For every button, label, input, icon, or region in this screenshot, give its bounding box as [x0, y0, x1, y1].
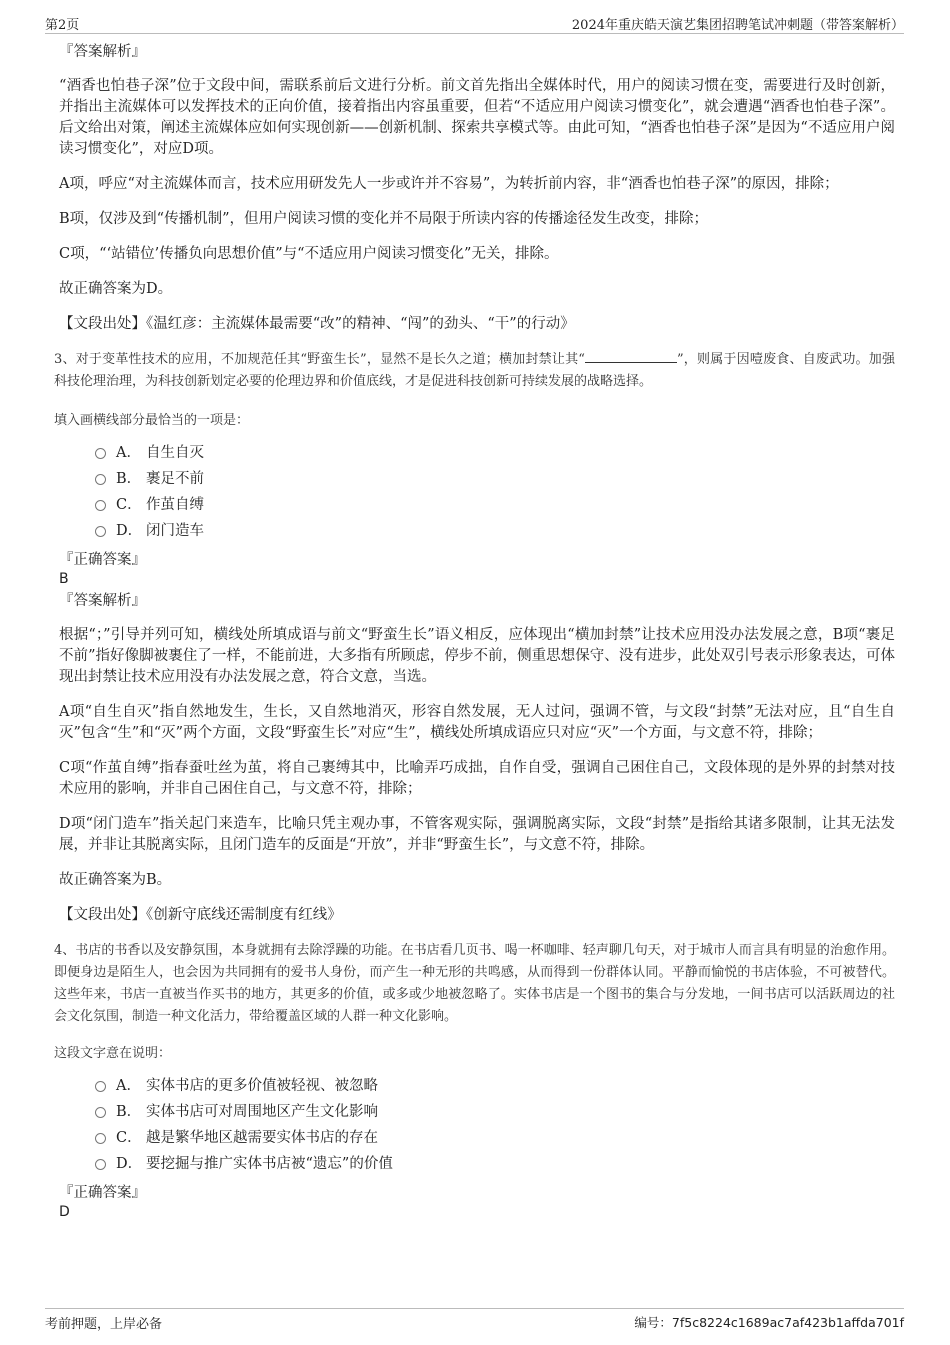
option-c[interactable]: C． 越是繁华地区越需要实体书店的存在: [95, 1125, 895, 1151]
option-d[interactable]: D． 要挖掘与推广实体书店被“遗忘”的价值: [95, 1151, 895, 1177]
analysis-paragraph: C项“作茧自缚”指春蚕吐丝为茧，将自己裹缚其中，比喻弄巧成拙，自作自受，强调自己困住自己，文段体现的是外界的封禁对技术应用的影响，并非自己困住自己，与文意不符，排除；: [59, 760, 895, 797]
analysis-paragraph: D项“闭门造车”指关起门来造车，比喻只凭主观办事，不管客观实际，强调脱离实际，文段“封禁”是指给其诸多限制，让其无法发展，并非让其脱离实际，且闭门造车的反面是“开放”，并非“野蛮生长”，与文意不符，排除。: [59, 816, 895, 853]
option-a[interactable]: A． 实体书店的更多价值被轻视、被忽略: [95, 1073, 895, 1099]
question-3-prompt: 填入画横线部分最恰当的一项是：: [54, 413, 250, 428]
analysis-conclusion: 故正确答案为B。: [59, 872, 172, 888]
radio-icon[interactable]: [95, 1159, 106, 1170]
correct-answer: D: [59, 1204, 70, 1220]
question-4-options: [95, 1073, 895, 1177]
radio-icon[interactable]: [95, 448, 106, 459]
footer-slogan: 考前押题，上岸必备: [45, 1317, 163, 1332]
correct-answer-label: 『正确答案』: [59, 1185, 146, 1201]
option-b[interactable]: B． 裹足不前: [95, 466, 895, 492]
radio-icon[interactable]: [95, 1081, 106, 1092]
radio-icon[interactable]: [95, 1133, 106, 1144]
option-c[interactable]: C． 作茧自缚: [95, 492, 895, 518]
radio-icon[interactable]: [95, 500, 106, 511]
page-number: 第2页: [45, 18, 80, 33]
footer-divider: [45, 1308, 904, 1309]
radio-icon[interactable]: [95, 474, 106, 485]
radio-icon[interactable]: [95, 526, 106, 537]
option-d[interactable]: D． 闭门造车: [95, 518, 895, 544]
page-header: [45, 14, 904, 34]
fill-blank: [585, 350, 677, 363]
option-a[interactable]: A． 自生自灭: [95, 440, 895, 466]
question-4-prompt: 这段文字意在说明：: [54, 1046, 172, 1061]
document-title: 2024年重庆皓天演艺集团招聘笔试冲刺题（带答案解析）: [571, 18, 904, 33]
document-body: [54, 42, 895, 1221]
analysis-paragraph: A项，呼应“对主流媒体而言，技术应用研发先人一步或许并不容易”，为转折前内容，非“酒香也怕巷子深”的原因，排除；: [59, 176, 839, 192]
source-citation: 【文段出处】《温红彦：主流媒体最需要“改”的精神、“闯”的劲头、“干”的行动》: [59, 316, 575, 332]
question-3-options: [95, 440, 895, 544]
analysis-label: 『答案解析』: [59, 44, 146, 60]
header-divider: [45, 33, 904, 34]
option-b[interactable]: B． 实体书店可对周围地区产生文化影响: [95, 1099, 895, 1125]
correct-answer-label: 『正确答案』: [59, 552, 146, 568]
analysis-paragraph: “酒香也怕巷子深”位于文段中间，需联系前后文进行分析。前文首先指出全媒体时代，用户的阅读习惯在变，需要进行及时创新，并指出主流媒体可以发挥技术的正向价值，接着指出内容虽重要，但若“不适应用户阅读习惯变化”，就会遭遇“酒香也怕巷子深”。后文给出对策，阐述主流媒体应如何实现创新——创新机制、探索共享模式等。由此可知，“酒香也怕巷子深”是因为“不适应用户阅读习惯变化”，对应D项。: [59, 78, 895, 157]
radio-icon[interactable]: [95, 1107, 106, 1118]
analysis-paragraph: A项“自生自灭”指自然地发生，生长，又自然地消灭，形容自然发展，无人过问，强调不管，与文段“封禁”无法对应，且“自生自灭”包含“生”和“灭”两个方面，文段“野蛮生长”对应“生”，横线处所填成语应只对应“灭”一个方面，与文意不符，排除；: [59, 704, 895, 741]
page-footer: [45, 1313, 904, 1333]
source-citation: 【文段出处】《创新守底线还需制度有红线》: [59, 907, 342, 923]
analysis-paragraph: C项，“‘站错位’传播负向思想价值”与“不适应用户阅读习惯变化”无关，排除。: [59, 246, 559, 262]
question-3-stem: 3、对于变革性技术的应用，不加规范任其“野蛮生长”，显然不是长久之道；横加封禁让其“ ”，则属于因噎废食、自废武功。加强科技伦理治理，为科技创新划定必要的伦理边界和价值底线，才是促进科技创新可持续发展的战略选择。: [54, 352, 895, 389]
analysis-paragraph: B项，仅涉及到“传播机制”，但用户阅读习惯的变化并不局限于所读内容的传播途径发生改变，排除；: [59, 211, 708, 227]
analysis-conclusion: 故正确答案为D。: [59, 281, 173, 297]
question-4-stem: 4、书店的书香以及安静氛围，本身就拥有去除浮躁的功能。在书店看几页书、喝一杯咖啡、轻声聊几句天，对于城市人而言具有明显的治愈作用。即便身边是陌生人，也会因为共同拥有的爱书人身份，而产生一种无形的共鸣感，从而得到一份群体认同。平静而愉悦的书店体验，不可被替代。这些年来，书店一直被当作买书的地方，其更多的价值，或多或少地被忽略了。实体书店是一个图书的集合与分发地，一间书店可以活跃周边的社会文化氛围，制造一种文化活力，带给覆盖区域的人群一种文化影响。: [54, 943, 895, 1024]
document-id: 编号：7f5c8224c1689ac7af423b1affda701f: [634, 1315, 904, 1330]
analysis-label: 『答案解析』: [59, 593, 146, 609]
correct-answer: B: [59, 571, 69, 587]
analysis-paragraph: 根据“；”引导并列可知，横线处所填成语与前文“野蛮生长”语义相反，应体现出“横加封禁”让技术应用没办法发展之意，B项“裹足不前”指好像脚被裹住了一样，不能前进，大多指有所顾虑，停步不前，侧重思想保守、没有进步，此处双引号表示形象表达，可体现出封禁让技术应用没有办法发展之意，符合文意，当选。: [59, 627, 895, 685]
